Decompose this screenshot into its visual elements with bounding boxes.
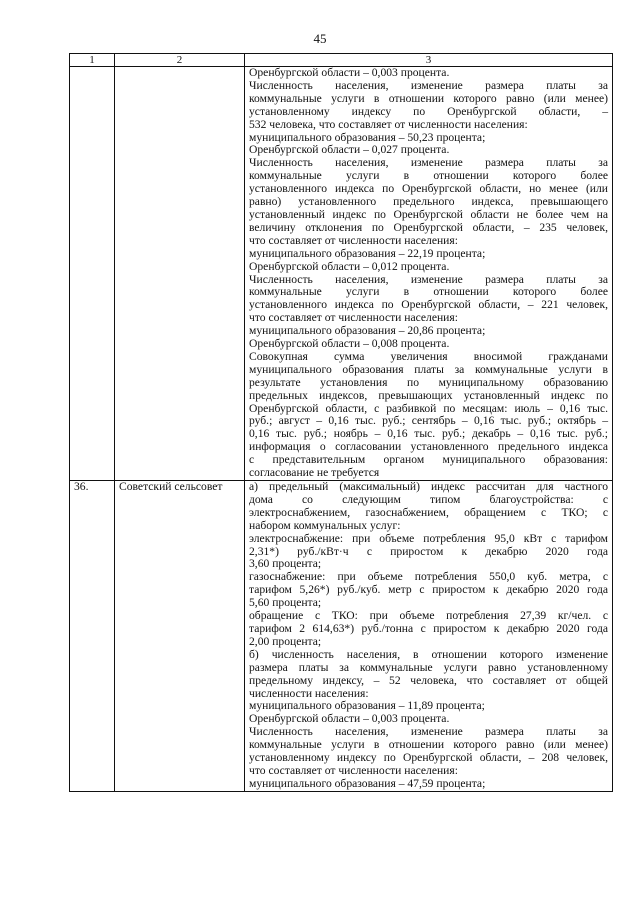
row-number: 36. [70, 481, 115, 792]
text-line: информация о согласовании установленного предельного индекса [249, 440, 608, 454]
text-line: тарифом 2 614,63*) руб./тонна с приростом к декабрю 2020 года [249, 621, 608, 635]
text-line: Оренбургской области – 0,003 процента. [249, 66, 450, 79]
text-line: численности населения: [249, 686, 369, 700]
document-table [69, 53, 613, 792]
text-line: 532 человека, что составляет от численности населения: [249, 117, 528, 131]
text-line: Численность населения, изменение размера платы за [249, 156, 608, 170]
text-line: 3,60 процента; [249, 557, 322, 571]
text-line: что составляет от численности населения: [249, 763, 458, 777]
page-number: 45 [313, 31, 327, 46]
text-line: электроснабжение: при объеме потребления 95,0 кВт с тарифом [249, 531, 608, 545]
text-line: муниципального образования – 47,59 процента; [249, 776, 486, 790]
table-row [70, 481, 613, 792]
text-line: 2,31*) руб./кВт·ч с приростом к декабрю 2020 года [249, 544, 608, 558]
text-line: тарифом 5,26*) руб./куб. метр с приростом к декабрю 2020 года [249, 583, 608, 597]
text-line: Численность населения, изменение размера платы за [249, 78, 608, 92]
text-line: установленного индекса по Оренбургской области, – 221 человек, [249, 298, 608, 312]
text-line: 0,16 тыс. руб.; ноябрь – 0,16 тыс. руб.; декабрь – 0,16 тыс. руб.; [249, 427, 608, 441]
text-line: Оренбургской области – 0,003 процента. [249, 712, 450, 726]
text-line: дома со следующим типом благоустройства: с [249, 492, 608, 506]
text-line: Оренбургской области – 0,027 процента. [249, 143, 450, 157]
text-line: муниципального образования – 50,23 процента; [249, 130, 486, 144]
row-text [245, 481, 613, 792]
municipality-name: Советский сельсовет [115, 481, 245, 792]
text-line: газоснабжение: при объеме потребления 550,0 куб. метра, с [249, 570, 608, 584]
column-header-3: 3 [245, 54, 613, 67]
text-line: а) предельный (максимальный) индекс рассчитан для частного [249, 480, 608, 493]
text-line: Численность населения, изменение размера платы за [249, 272, 608, 286]
row-text [245, 67, 613, 481]
column-header-2: 2 [115, 54, 245, 67]
text-line: Оренбургской области – 0,012 процента. [249, 259, 450, 273]
text-line: муниципального образования – 22,19 процента; [249, 246, 486, 260]
text-line: 5,60 процента; [249, 596, 322, 610]
text-line: Оренбургской области, с разбивкой по месяцам: июль – 0,16 тыс. [249, 401, 608, 415]
text-line: муниципального образования – 20,86 процента; [249, 324, 486, 338]
column-header-1: 1 [70, 54, 115, 67]
text-line: Совокупная сумма увеличения вносимой гражданами [249, 349, 608, 363]
text-line: равно) установленного предельного индекса, превышающего [249, 195, 608, 209]
text-line: коммунальные услуги в отношении которого более [249, 285, 608, 299]
text-line: набором коммунальных услуг: [249, 518, 401, 532]
text-line: что составляет от численности населения: [249, 233, 458, 247]
text-line: муниципального образования платы за коммунальные услуги в [249, 362, 608, 376]
table-header-row [70, 54, 613, 67]
text-line: предельных индексов, превышающих установленный индекс по [249, 388, 608, 402]
text-line: коммунальные услуги в отношении которого более [249, 169, 608, 183]
text-line: 2,00 процента; [249, 634, 322, 648]
text-line: что составляет от численности населения: [249, 311, 458, 325]
row-number [70, 67, 115, 481]
text-line: с представительным органом муниципального образования: [249, 453, 608, 467]
text-line: размера платы за коммунальные услуги равно установленному [249, 660, 608, 674]
text-line: величину отклонения по Оренбургской области, – 235 человек, [249, 220, 608, 234]
text-line: установленному индексу по Оренбургской области, – 208 человек, [249, 751, 608, 765]
text-line: установленный индекс по Оренбургской области не более чем на [249, 207, 608, 221]
text-line: обращение с ТКО: при объеме потребления 27,39 кг/чел. с [249, 609, 608, 623]
text-line: Численность населения, изменение размера платы за [249, 725, 608, 739]
text-line: результате установления по муниципальному образованию [249, 375, 608, 389]
text-line: коммунальные услуги в отношении которого равно (или менее) [249, 91, 608, 105]
text-line: б) численность населения, в отношении которого изменение [249, 647, 608, 661]
text-line: Оренбургской области – 0,008 процента. [249, 337, 450, 351]
text-line: руб.; август – 0,16 тыс. руб.; сентябрь – 0,16 тыс. руб.; октябрь – [249, 414, 608, 428]
text-line: установленному индексу по Оренбургской области, – [249, 104, 608, 118]
text-line: согласование не требуется [249, 466, 380, 480]
text-line: коммунальные услуги в отношении которого равно (или менее) [249, 738, 608, 752]
text-line: электроснабжением, газоснабжением, обращением с ТКО; с [249, 505, 608, 519]
table-row [70, 67, 613, 481]
municipality-name [115, 67, 245, 481]
text-line: предельному индексу, – 52 человека, что составляет от общей [249, 673, 608, 687]
text-line: муниципального образования – 11,89 процента; [249, 699, 485, 713]
text-line: установленного индекса по Оренбургской области, но менее (или [249, 182, 608, 196]
